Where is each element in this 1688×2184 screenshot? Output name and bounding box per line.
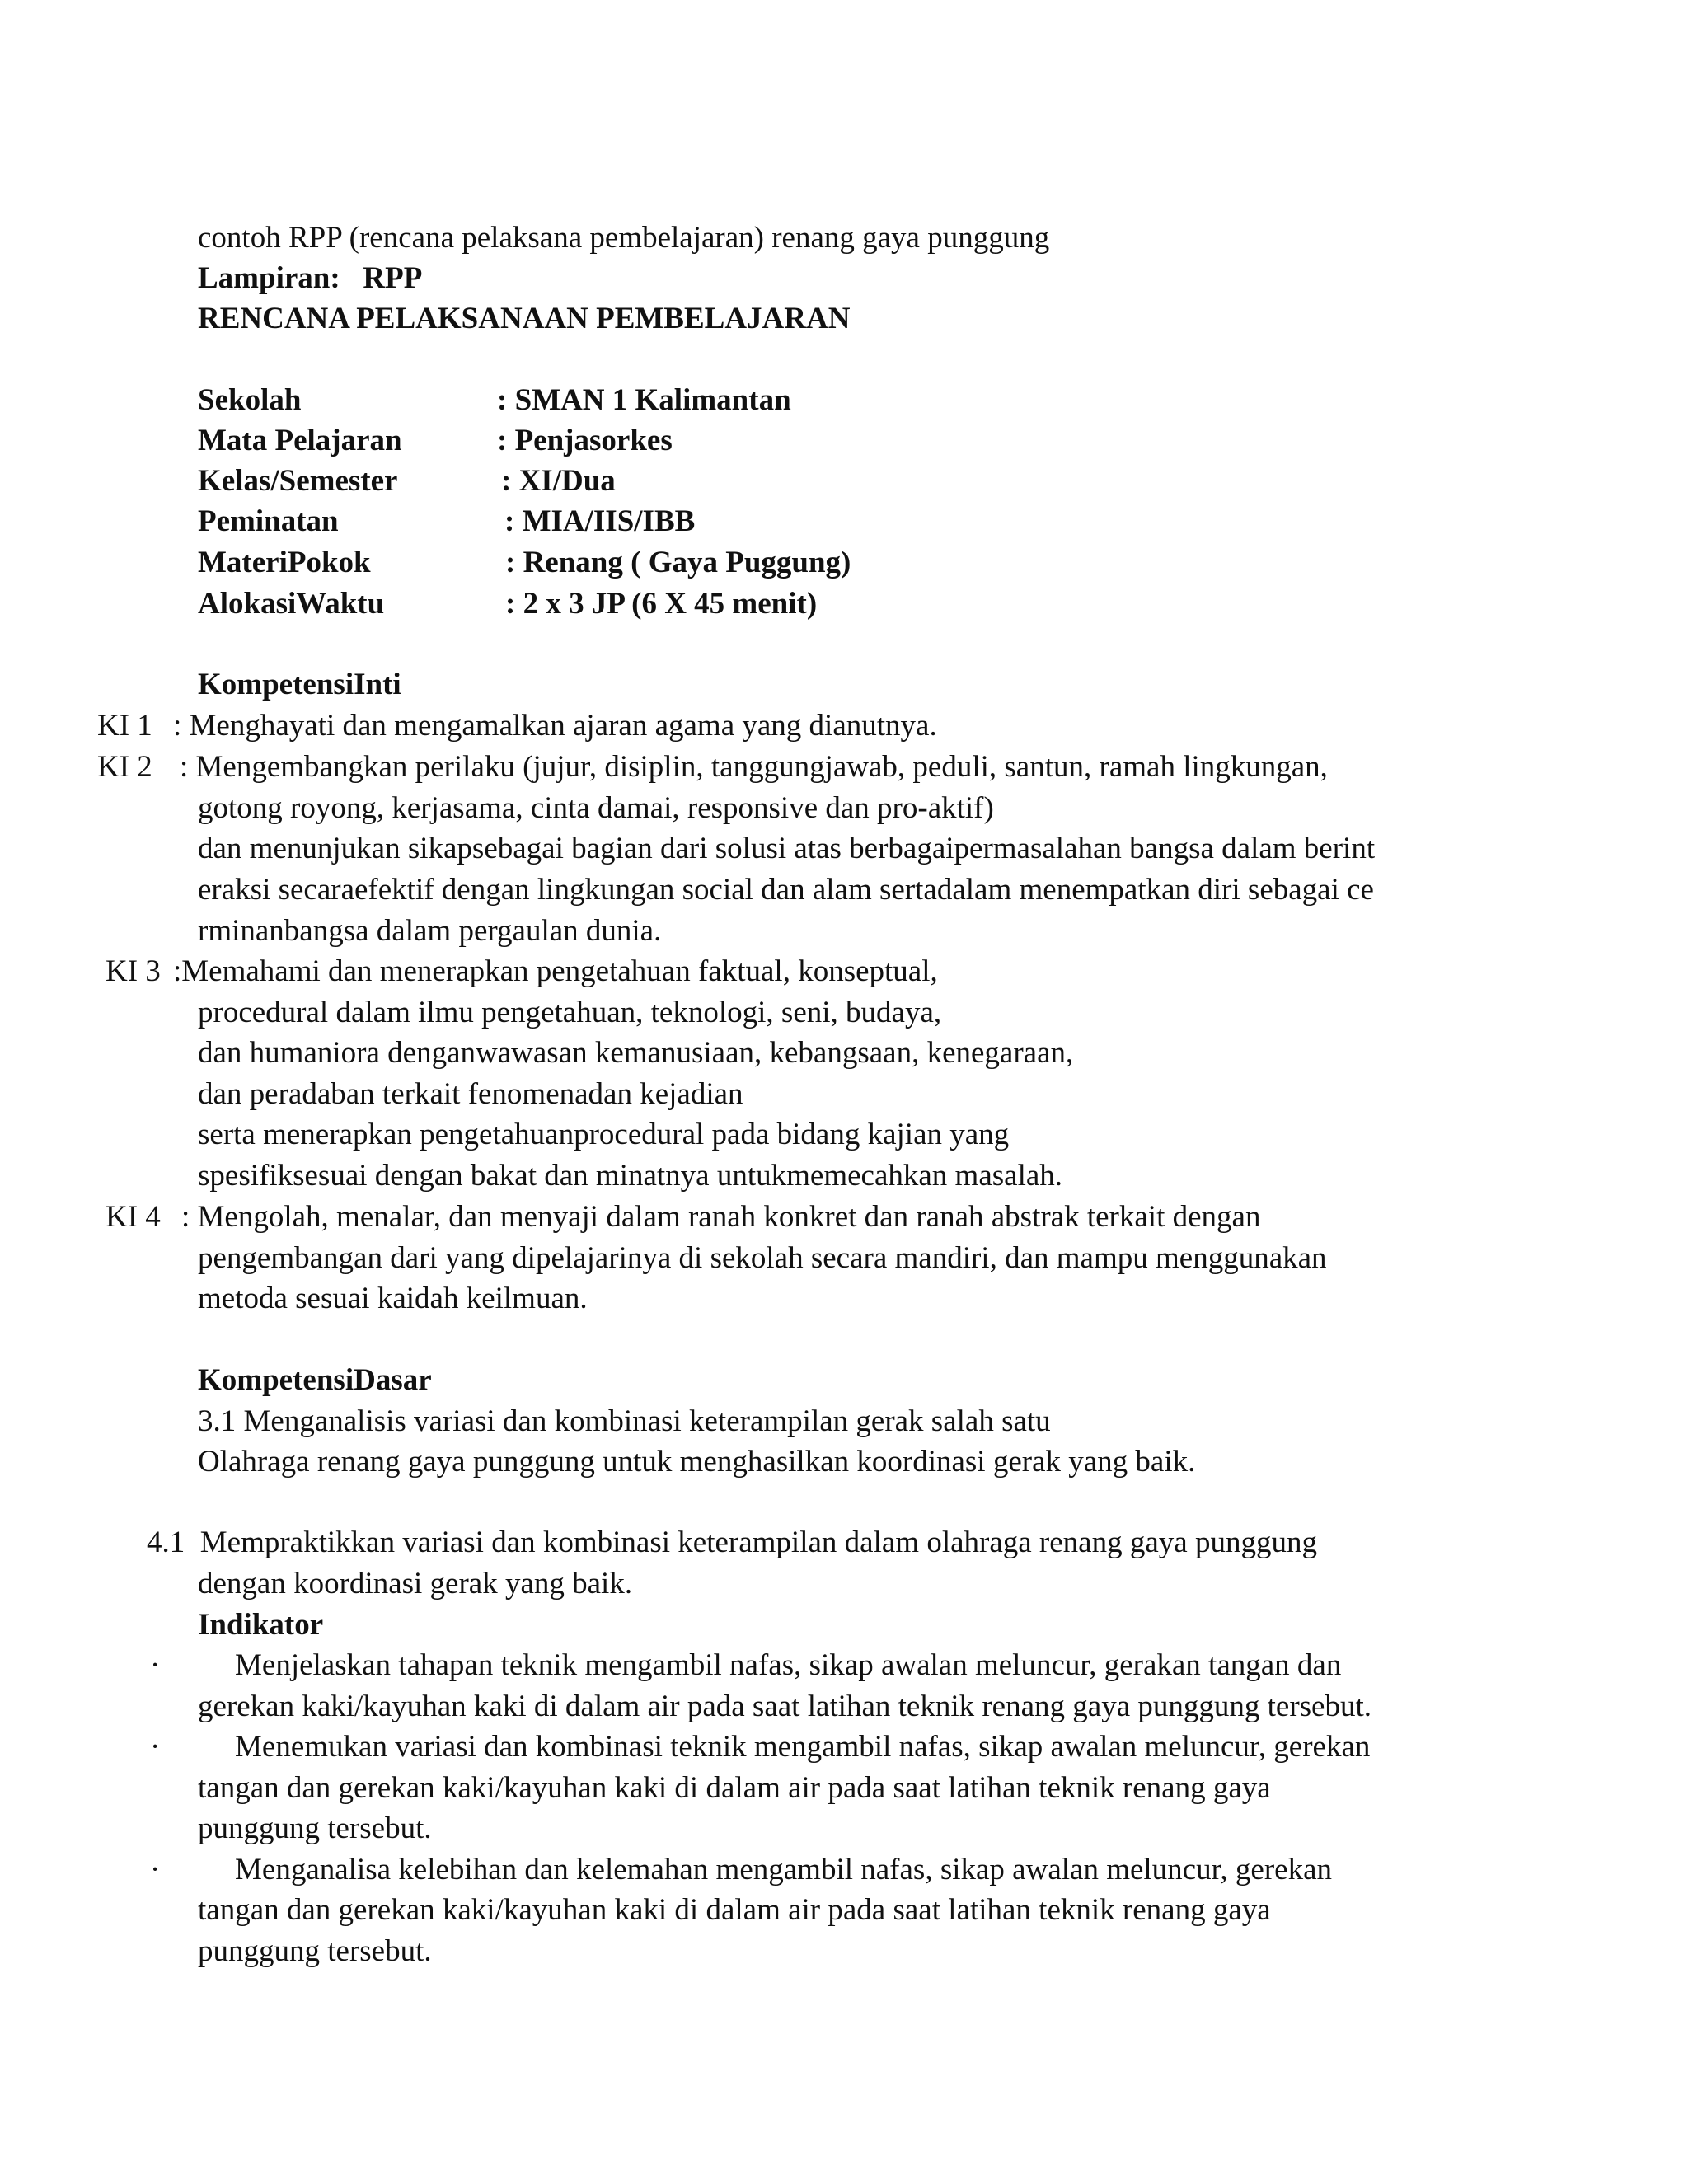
doc-title: RENCANA PELAKSANAAN PEMBELAJARAN xyxy=(198,302,851,335)
identity-label: Sekolah xyxy=(198,383,302,417)
ki-line: dan peradaban terkait fenomenadan kejadian xyxy=(198,1077,743,1111)
indikator-line: Menemukan variasi dan kombinasi teknik mengambil nafas, sikap awalan meluncur, gerekan xyxy=(235,1730,1371,1764)
ki-label: KI 4 xyxy=(106,1200,161,1234)
identity-label: Mata Pelajaran xyxy=(198,424,402,457)
indikator-line: Menganalisa kelebihan dan kelemahan mengambil nafas, sikap awalan meluncur, gerekan xyxy=(235,1853,1333,1886)
ki-line: dan menunjukan sikapsebagai bagian dari solusi atas berbagaipermasalahan bangsa dalam berint xyxy=(198,832,1376,865)
ki-line: eraksi secaraefektif dengan lingkungan social dan alam sertadalam menempatkan diri sebagai ce xyxy=(198,873,1374,907)
intro-line: contoh RPP (rencana pelaksana pembelajaran) renang gaya punggung xyxy=(198,221,1050,255)
ki-label: KI 1 xyxy=(97,709,152,743)
kd-line: 4.1 Mempraktikkan variasi dan kombinasi keterampilan dalam olahraga renang gaya punggung xyxy=(147,1526,1317,1559)
identity-label: MateriPokok xyxy=(198,546,371,579)
identity-label: Peminatan xyxy=(198,504,339,538)
ki-label: KI 2 xyxy=(97,750,152,784)
ki-line: metoda sesuai kaidah keilmuan. xyxy=(198,1282,588,1315)
indikator-line: punggung tersebut. xyxy=(198,1811,432,1845)
kd-line: dengan koordinasi gerak yang baik. xyxy=(198,1567,633,1601)
ki-label: KI 3 xyxy=(106,954,161,988)
ki-line: :Memahami dan menerapkan pengetahuan faktual, konseptual, xyxy=(173,954,938,988)
identity-value: : Renang ( Gaya Puggung) xyxy=(505,546,851,579)
identity-value: : SMAN 1 Kalimantan xyxy=(497,383,791,417)
identity-value: : Penjasorkes xyxy=(497,424,673,457)
indikator-line: tangan dan gerekan kaki/kayuhan kaki di dalam air pada saat latihan teknik renang gaya xyxy=(198,1893,1271,1927)
ki-line: spesifiksesuai dengan bakat dan minatnya untukmemecahkan masalah. xyxy=(198,1159,1063,1193)
ki-line: rminanbangsa dalam pergaulan dunia. xyxy=(198,914,662,948)
ki-line: serta menerapkan pengetahuanprocedural pada bidang kajian yang xyxy=(198,1118,1010,1151)
indikator-heading: Indikator xyxy=(198,1608,324,1642)
identity-label: AlokasiWaktu xyxy=(198,587,385,621)
identity-label: Kelas/Semester xyxy=(198,464,398,498)
indikator-line: punggung tersebut. xyxy=(198,1934,432,1968)
indikator-line: gerekan kaki/kayuhan kaki di dalam air pada saat latihan teknik renang gaya punggung tersebut. xyxy=(198,1690,1372,1723)
kd-line: Olahraga renang gaya punggung untuk menghasilkan koordinasi gerak yang baik. xyxy=(198,1445,1196,1479)
ki-line: : Mengembangkan perilaku (jujur, disiplin, tanggungjawab, peduli, santun, ramah lingkungan, xyxy=(180,750,1328,784)
bullet-icon: · xyxy=(150,1730,161,1764)
identity-value: : MIA/IIS/IBB xyxy=(504,504,696,538)
indikator-line: Menjelaskan tahapan teknik mengambil nafas, sikap awalan meluncur, gerakan tangan dan xyxy=(235,1648,1342,1682)
ki-line: procedural dalam ilmu pengetahuan, teknologi, seni, budaya, xyxy=(198,996,942,1029)
ki-line: pengembangan dari yang dipelajarinya di sekolah secara mandiri, dan mampu menggunakan xyxy=(198,1241,1327,1275)
ki-line: : Mengolah, menalar, dan menyaji dalam ranah konkret dan ranah abstrak terkait dengan xyxy=(181,1200,1261,1234)
indikator-line: tangan dan gerekan kaki/kayuhan kaki di dalam air pada saat latihan teknik renang gaya xyxy=(198,1771,1271,1805)
bullet-icon: · xyxy=(150,1648,161,1682)
lampiran-line: Lampiran: RPP xyxy=(198,261,423,295)
kd-heading: KompetensiDasar xyxy=(198,1363,432,1397)
identity-value: : XI/Dua xyxy=(501,464,616,498)
identity-value: : 2 x 3 JP (6 X 45 menit) xyxy=(505,587,818,621)
kd-line: 3.1 Menganalisis variasi dan kombinasi keterampilan gerak salah satu xyxy=(198,1404,1051,1438)
ki-line: : Menghayati dan mengamalkan ajaran agama yang dianutnya. xyxy=(173,709,937,743)
ki-heading: KompetensiInti xyxy=(198,668,401,701)
bullet-icon: · xyxy=(150,1853,161,1886)
ki-line: dan humaniora denganwawasan kemanusiaan, kebangsaan, kenegaraan, xyxy=(198,1036,1074,1070)
ki-line: gotong royong, kerjasama, cinta damai, responsive dan pro-aktif) xyxy=(198,791,994,825)
